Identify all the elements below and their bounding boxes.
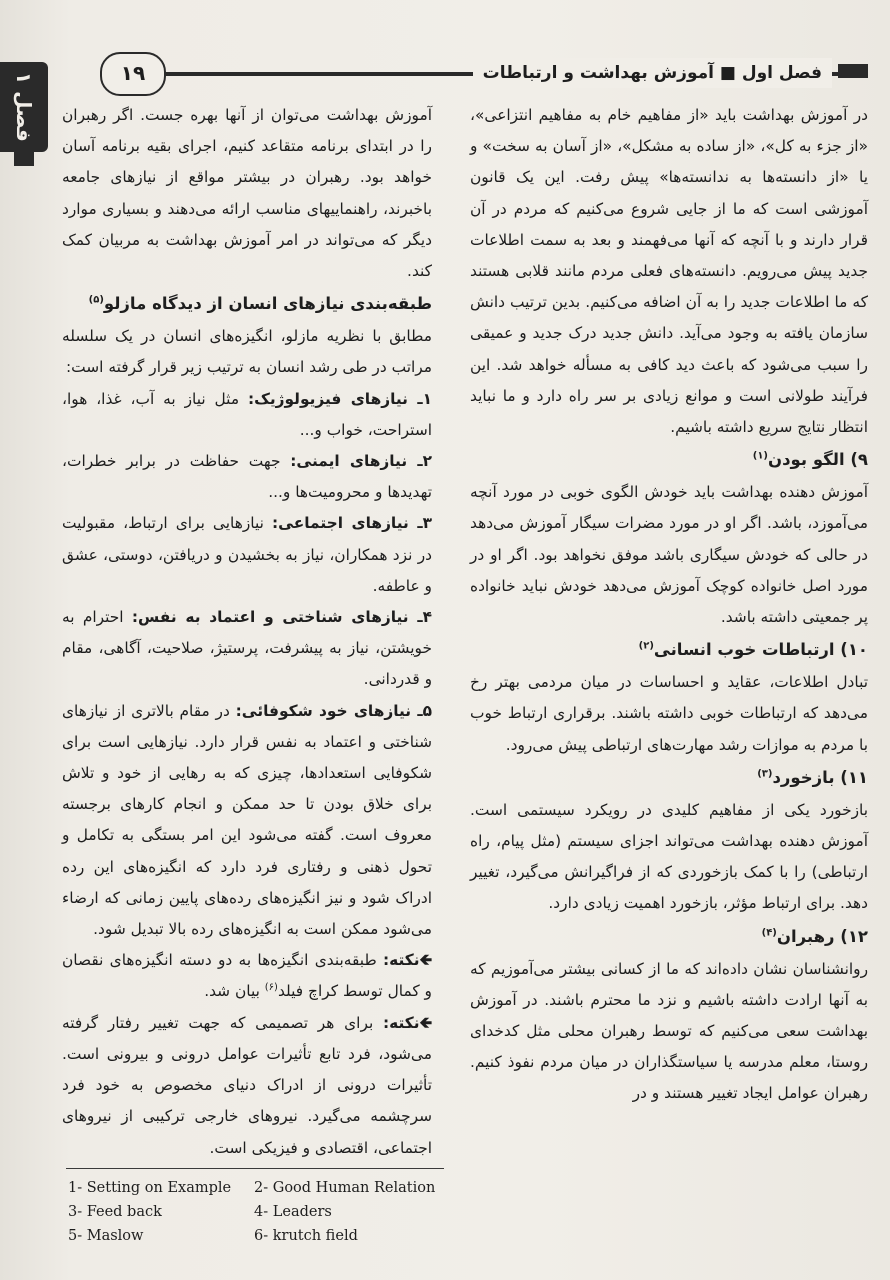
page-header <box>60 52 868 96</box>
maslow-title: طبقه‌بندی نیازهای انسان از دیدگاه مازلو <box>103 294 432 314</box>
note-1 <box>62 945 432 1007</box>
section-text-11: بازخورد یکی از مفاهیم کلیدی در رویکرد سیستمی است. آموزش دهنده بهداشت می‌تواند اجزای سیستم (مثل پیام، راه ارتباطی) را با کمک بازخوردی که از فراگیرانش می‌گیرد، تغییر دهد. برای ارتباط مؤثر، بازخورد اهمیت زیادی دارد. <box>470 800 868 913</box>
need-item-2 <box>62 446 432 508</box>
chapter-tab: فصل ۱ <box>0 62 48 152</box>
section-title: ۱۱) بازخورد <box>772 767 868 787</box>
footnote-ref: (۲) <box>638 640 654 652</box>
need-item-3 <box>62 508 432 602</box>
header-title: فصل اول ■ آموزش بهداشت و ارتباطات <box>473 58 832 88</box>
right-column <box>470 100 868 1110</box>
footnote-1: 1- Setting on Example <box>68 1180 232 1196</box>
footnote-2: 2- Good Human Relation <box>254 1180 436 1196</box>
page-number: ۱۹ <box>100 52 166 96</box>
note-tail: بیان شد. <box>204 982 265 1001</box>
section-heading-10 <box>470 633 868 667</box>
need-text: احترام به خویشتن، نیاز به پیشرفت، پرستیژ، صلاحیت، آگاهی، مقام و قدردانی. <box>62 608 432 689</box>
footnote-3: 3- Feed back <box>68 1204 162 1220</box>
footnote-5: 5- Maslow <box>68 1228 144 1244</box>
section-text-9: آموزش دهنده بهداشت باید خودش الگوی خوبی در مورد آنچه می‌آموزد، باشد. اگر او در مورد مضرات سیگار آموزش می‌دهد در حالی که خودش سیگاری باشد موفق نخواهد بود. اگر او در مورد اصل خانواده کوچک آموزش می‌دهد خودش نباید خانواده پر جمعیتی داشته باشد. <box>470 483 868 627</box>
arrow-left-icon: 🡸 <box>419 951 432 970</box>
need-title: ۳ـ نیازهای اجتماعی: <box>271 514 432 533</box>
footnote-rule <box>66 1168 444 1169</box>
continued-paragraph: آموزش بهداشت می‌توان از آنها بهره جست. اگر رهبران را در ابتدای برنامه متقاعد کنیم، اجرای بقیه برنامه آسان خواهد بود. رهبران در بیشتر مواقع از نیازهای جامعه باخبرند، راهنماییهای مناسب ارائه می‌دهند و بسیاری موارد دیگر که می‌تواند در امر آموزش بهداشت به مربیان کمک کند. <box>62 106 432 281</box>
note-label: نکته: <box>382 1013 420 1032</box>
need-title: ۵ـ نیازهای خود شکوفائی: <box>235 701 432 720</box>
footnote-6: 6- krutch field <box>254 1228 358 1244</box>
section-text-10: تبادل اطلاعات، عقاید و احساسات در میان مردمی بهتر رخ می‌دهد که ارتباطات خوبی داشته باشند. برقراری ارتباط خوب با مردم به موازات رشد مهارت‌های ارتباطی پیش می‌رود. <box>470 673 868 754</box>
footnote-ref: (۱) <box>752 450 768 462</box>
need-item-1 <box>62 384 432 446</box>
header-end-bar <box>838 64 868 78</box>
need-item-4 <box>62 602 432 696</box>
footnotes <box>68 1176 448 1248</box>
maslow-heading <box>62 287 432 321</box>
left-column <box>62 100 432 1164</box>
need-title: ۱ـ نیازهای فیزیولوژیک: <box>247 389 432 408</box>
note-text: طبقه‌بندی انگیزه‌ها به دو دسته انگیزه‌های نقصان و کمال توسط کراچ فیلد <box>62 951 432 1001</box>
need-text: جهت حفاظت در برابر خطرات، تهدیدها و محرومیت‌ها و... <box>62 452 432 502</box>
need-title: ۲ـ نیازهای ایمنی: <box>290 452 432 471</box>
section-title: ۹) الگو بودن <box>768 450 868 470</box>
note-label: نکته: <box>382 951 420 970</box>
section-heading-12 <box>470 920 868 954</box>
footnote-4: 4- Leaders <box>254 1204 332 1220</box>
maslow-intro: مطابق با نظریه مازلو، انگیزه‌های انسان در یک سلسله مراتب در طی رشد انسان به ترتیب زیر قرار گرفته است: <box>62 327 432 377</box>
intro-paragraph: در آموزش بهداشت باید «از مفاهیم خام به مفاهیم انتزاعی»، «از جزء به کل»، «از ساده به مشکل»، «از آسان به سخت» و یا «از دانسته‌ها به ندانسته‌ها» پیش رفت. این یک قانون آموزشی است که ما از جایی شروع می‌کنیم که مردم در آن قرار دارند و با آنچه که آنها می‌فهمند و بعد به سمت اطلاعات جدید پیش می‌رویم. دانسته‌های فعلی مردم مانند قلابی هستند که ما اطلاعات جدید را به آن اضافه می‌کنیم. بدین ترتیب دانش سازمان یافته به وجود می‌آید. دانش جدید درک جدید و عمیقی را سبب می‌شود که باعث دید کافی به مسأله خواهد شد. این فرآیند طولانی است و موانع زیادی بر سر راه دارد و ما نباید انتظار نتایج سریع داشته باشیم. <box>470 106 868 437</box>
section-title: ۱۲) رهبران <box>776 926 868 946</box>
footnote-ref: (۴) <box>761 927 777 939</box>
section-heading-9 <box>470 443 868 477</box>
section-title: ۱۰) ارتباطات خوب انسانی <box>653 640 868 660</box>
chapter-tab-square-icon <box>14 150 34 166</box>
footnote-ref: (۳) <box>757 768 773 780</box>
footnote-ref: (۶) <box>264 982 278 994</box>
need-text: مثل نیاز به آب، غذا، هوا، استراحت، خواب و... <box>62 389 432 439</box>
arrow-left-icon: 🡸 <box>419 1013 432 1032</box>
footnote-ref: (۵) <box>88 294 104 306</box>
need-text: در مقام بالاتری از نیازهای شناختی و اعتماد به نفس قرار دارد. نیازهایی است برای شکوفایی استعدادها، چیزی که به رهایی از خود و تلاش برای خلاق بودن تا حد ممکن و انجام کارهای برجسته معروف است. گفته می‌شود این امر بستگی به تکامل و تحول ذهنی و رفتاری فرد دارد که انگیزه‌های این رده ادراک شود و نیز انگیزه‌های رده‌های پایین زمانی که ارضاء می‌شود ممکن است به انگیزه‌های رده بالا تبدیل شود. <box>62 701 432 939</box>
note-text: برای هر تصمیمی که جهت تغییر رفتار گرفته می‌شود، فرد تابع تأثیرات عوامل درونی و بیرونی است. تأثیرات درونی از ادراک دنیای مخصوص به خود فرد سرچشمه می‌گیرد. نیروهای خارجی ترکیبی از نیروهای اجتماعی، اقتصادی و فیزیکی است. <box>62 1013 432 1157</box>
section-heading-11 <box>470 761 868 795</box>
need-title: ۴ـ نیازهای شناختی و اعتماد به نفس: <box>131 608 432 627</box>
section-text-12: روانشناسان نشان داده‌اند که ما از کسانی بیشتر می‌آموزیم که به آنها ارادت داشته باشیم و نزد ما محترم باشند. در آموزش بهداشت سعی می‌کنیم که توسط رهبران محلی مثل کدخدای روستا، معلم مدرسه یا سیاستگذاران در میان مردم نفوذ کنیم. رهبران عوامل ایجاد تغییر هستند و در <box>470 959 868 1103</box>
note-2 <box>62 1008 432 1164</box>
need-text: نیازهایی برای ارتباط، مقبولیت در نزد همکاران، نیاز به بخشیدن و دریافتن، دوستی، عشق و عاطفه. <box>62 514 432 595</box>
need-item-5 <box>62 696 432 946</box>
